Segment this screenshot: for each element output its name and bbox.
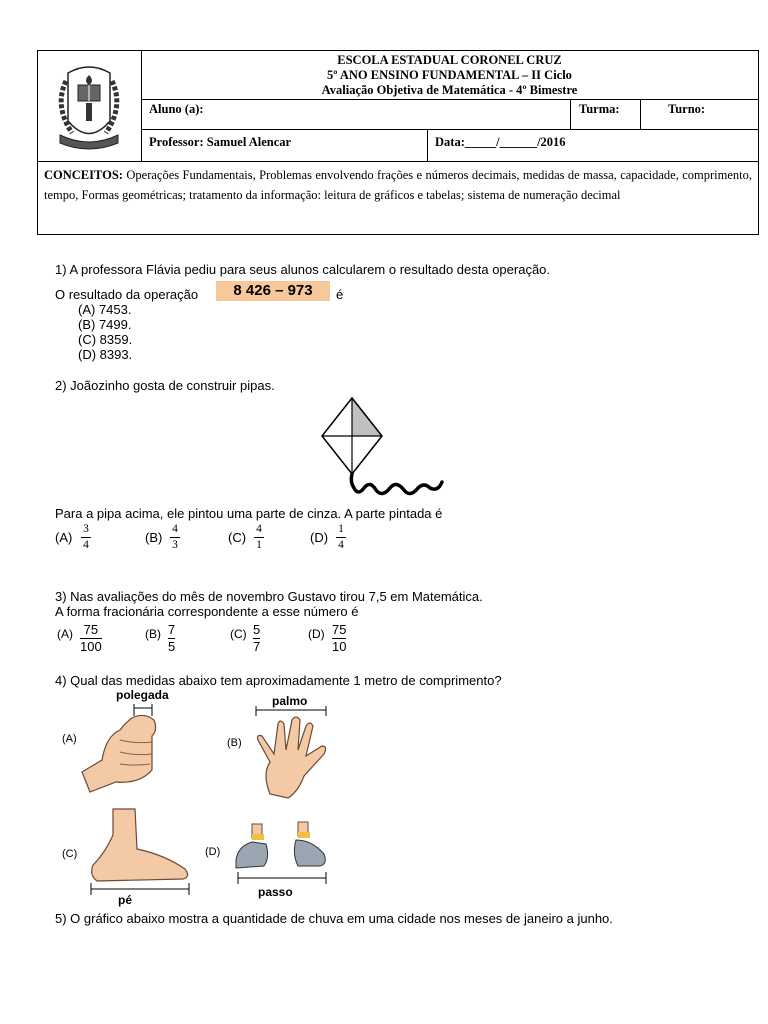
- divider: [640, 99, 641, 129]
- q2-option-b-fraction[interactable]: [170, 523, 180, 552]
- school-name: ESCOLA ESTADUAL CORONEL CRUZ: [337, 53, 562, 67]
- thumb-fist-icon[interactable]: [80, 700, 170, 796]
- step-shoes-icon[interactable]: [228, 818, 338, 888]
- q3-option-a-label[interactable]: (A): [57, 627, 73, 641]
- divider: [38, 161, 758, 162]
- q2-option-a-fraction[interactable]: [81, 523, 91, 552]
- denominator: 4: [83, 539, 89, 551]
- q5-statement: 5) O gráfico abaixo mostra a quantidade de chuva em uma cidade nos meses de janeiro a junho.: [55, 911, 613, 926]
- q3-statement-2: A forma fracionária correspondente a esse número é: [55, 604, 359, 619]
- denominator: 3: [172, 539, 178, 551]
- header-table: [37, 50, 759, 235]
- q1-prefix: O resultado da operação: [55, 287, 199, 302]
- conceitos-label: CONCEITOS:: [44, 168, 123, 182]
- fraction-bar: [81, 537, 91, 538]
- conceitos-text: [44, 165, 752, 205]
- school-logo-cell: [38, 51, 142, 161]
- open-hand-icon[interactable]: [240, 704, 340, 804]
- q2-option-d-fraction[interactable]: [336, 523, 346, 552]
- numerator: 1: [338, 523, 344, 535]
- exam-title: Avaliação Objetiva de Matemática - 4º Bimestre: [321, 83, 578, 97]
- numerator: 4: [172, 523, 178, 535]
- q1-option-a[interactable]: (A) 7453.: [78, 302, 132, 317]
- q3-option-d-fraction[interactable]: [332, 623, 346, 654]
- q4-option-c-caption: pé: [118, 893, 133, 907]
- q1-suffix: é: [336, 287, 344, 302]
- q4-statement: 4) Qual das medidas abaixo tem aproximadamente 1 metro de comprimento?: [55, 673, 502, 688]
- kite-figure: [310, 392, 460, 504]
- q2-option-a-label[interactable]: (A): [55, 530, 73, 545]
- q4-option-d-label[interactable]: (D): [205, 846, 221, 858]
- denominator: 100: [80, 639, 102, 654]
- q3-option-b-label[interactable]: (B): [145, 627, 161, 641]
- q2-option-c-label[interactable]: (C): [228, 530, 247, 545]
- denominator: 10: [332, 639, 347, 654]
- fraction-bar: [336, 537, 346, 538]
- divider: [141, 129, 758, 130]
- aluno-field[interactable]: Aluno (a):: [149, 102, 204, 116]
- grade-line: 5º ANO ENSINO FUNDAMENTAL – II Ciclo: [327, 68, 572, 82]
- q1-statement: 1) A professora Flávia pediu para seus alunos calcularem o resultado desta operação.: [55, 262, 551, 277]
- q4-option-b-label[interactable]: (B): [227, 737, 242, 749]
- divider: [427, 129, 428, 161]
- date-field[interactable]: Data:_____/______/2016: [435, 135, 566, 149]
- q4-option-b-caption: palmo: [272, 694, 308, 708]
- school-crest-icon: [38, 51, 141, 161]
- q3-option-d-label[interactable]: (D): [308, 627, 325, 641]
- numerator: 3: [83, 523, 89, 535]
- q2-statement: 2) Joãozinho gosta de construir pipas.: [55, 378, 275, 393]
- numerator: 5: [253, 622, 261, 637]
- numerator: 7: [168, 622, 176, 637]
- turno-field[interactable]: Turno:: [668, 102, 706, 116]
- numerator: 75: [332, 622, 347, 637]
- q1-option-d[interactable]: (D) 8393.: [78, 347, 133, 362]
- q2-option-d-label[interactable]: (D): [310, 530, 329, 545]
- divider: [141, 99, 758, 100]
- kite-tail: [351, 474, 442, 494]
- q3-option-c-label[interactable]: (C): [230, 627, 247, 641]
- numerator: 4: [256, 523, 262, 535]
- q2-option-c-fraction[interactable]: [254, 523, 264, 552]
- q1-operation: 8 426 – 973: [216, 281, 330, 301]
- denominator: 4: [338, 539, 344, 551]
- denominator: 5: [168, 639, 176, 654]
- q1-option-b[interactable]: (B) 7499.: [78, 317, 132, 332]
- q2-question: Para a pipa acima, ele pintou uma parte de cinza. A parte pintada é: [55, 506, 443, 521]
- conceitos-body: Operações Fundamentais, Problemas envolvendo frações e números decimais, medidas de massa, capacidade, comprimento, tempo, Formas geométricas; tratamento da informação: leitura de gráficos e tabelas; sistema de numeração decimal: [44, 168, 752, 202]
- professor-field: Professor: Samuel Alencar: [149, 135, 292, 149]
- q4-option-a-label[interactable]: (A): [62, 733, 77, 745]
- q1-option-c[interactable]: (C) 8359.: [78, 332, 133, 347]
- fraction-bar: [254, 537, 264, 538]
- q4-option-c-label[interactable]: (C): [62, 848, 78, 860]
- title-block: [141, 51, 758, 101]
- q3-option-b-fraction[interactable]: [168, 623, 175, 654]
- denominator: 1: [256, 539, 262, 551]
- q4-option-d-caption: passo: [258, 885, 293, 899]
- foot-icon[interactable]: [85, 805, 195, 897]
- turma-field[interactable]: Turma:: [579, 102, 620, 116]
- q3-option-a-fraction[interactable]: [80, 623, 102, 654]
- numerator: 75: [83, 622, 99, 637]
- q3-statement-1: 3) Nas avaliações do mês de novembro Gustavo tirou 7,5 em Matemática.: [55, 589, 483, 604]
- q3-option-c-fraction[interactable]: [253, 623, 260, 654]
- fraction-bar: [170, 537, 180, 538]
- q2-option-b-label[interactable]: (B): [145, 530, 163, 545]
- denominator: 7: [253, 639, 261, 654]
- divider: [570, 99, 571, 129]
- q4-option-a-caption: polegada: [116, 688, 169, 702]
